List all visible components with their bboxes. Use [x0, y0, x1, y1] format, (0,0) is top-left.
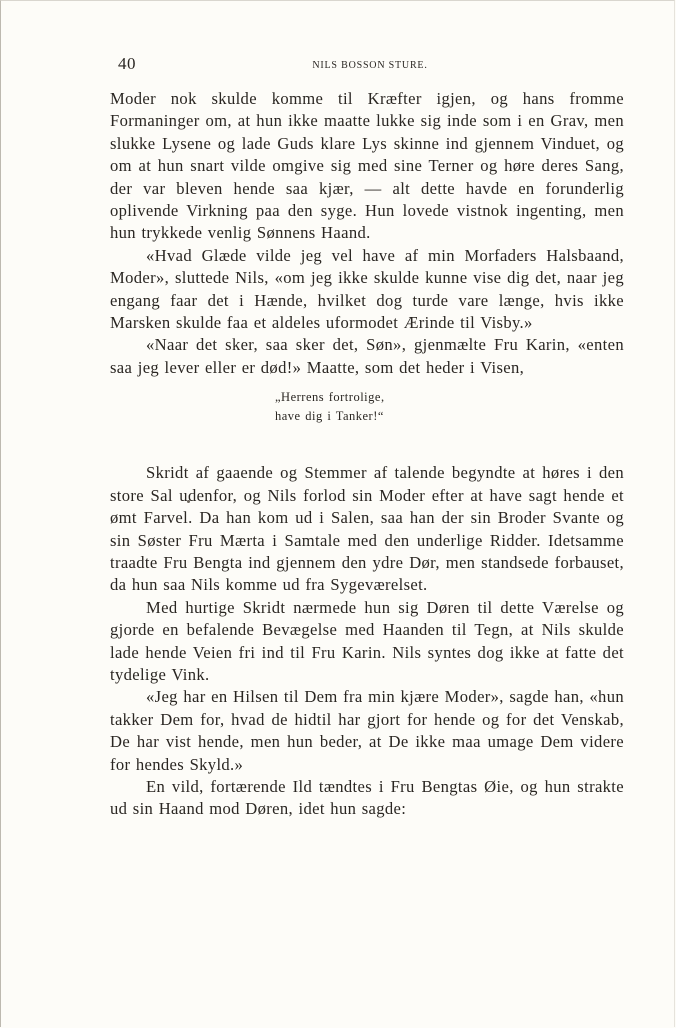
paragraph: «Naar det sker, saa sker det, Søn», gjenmælte Fru Karin, «enten saa jeg lever eller er død!» Maatte, som det heder i Visen, [110, 335, 624, 377]
paragraph: Moder nok skulde komme til Kræfter igjen, og hans fromme Formaninger om, at hun ikke maatte lukke sig inde som i en Grav, men slukke Lysene og lade Guds klare Lys skinne ind gjennem Vinduet, og om at hun snart vilde omgive sig med sine Terner og høre deres Sang, der var bleven hende saa kjær, — alt dette havde en forunderlig oplivende Virkning paa den syge. Hun lovede vistnok ingenting, men hun trykkede venlig Sønnens Haand. [110, 89, 624, 243]
paragraph: Skridt af gaaende og Stemmer af talende begyndte at høres i den store Sal udenfor, og Nils forlod sin Moder efter at have sagt hende et ømt Farvel. Da han kom ud i Salen, saa han der sin Broder Svante og sin Søster Fru Mærta i Samtale med den underlige Ridder. Idetsamme traadte Fru Bengta ind gjennem den ydre Dør, men standsede forbauset, da hun saa Nils komme ud fra Sygeværelset. [110, 463, 624, 595]
verse-line: „Herrens fortrolige, [275, 390, 385, 405]
paragraph: En vild, fortærende Ild tændtes i Fru Bengtas Øie, og hun strakte ud sin Haand mod Døren, idet hun sagde: [110, 776, 624, 819]
paragraph: Med hurtige Skridt nærmede hun sig Døren til dette Værelse og gjorde en befalende Bevægelse med Haanden til Tegn, at Nils skulde lade hende Veien fri ind til Fru Karin. Nils syntes dog ikke at fatte det tydelige Vink. [110, 597, 624, 684]
page-number: 40 [118, 54, 136, 73]
page-header [118, 54, 622, 76]
section-gap [110, 436, 624, 462]
running-title: NILS BOSSON STURE. [312, 60, 428, 71]
verse-line: have dig i Tanker!“ [275, 409, 384, 424]
paragraph: «Jeg har en Hilsen til Dem fra min kjære Moder», sagde han, «hun takker Dem for, hvad de hidtil har gjort for hende og for det Venskab, De har vist hende, men hun beder, at De ikke maa umage Dem videre for hendes Skyld.» [110, 687, 624, 774]
paragraph: «Hvad Glæde vilde jeg vel have af min Morfaders Halsbaand, Moder», sluttede Nils, «om jeg ikke skulde kunne vise dig det, naar jeg engang faar det i Hænde, hvilket dog turde vare længe, hvis ikke Marsken skulde faa et aldeles uformodet Ærinde til Visby.» [110, 245, 624, 333]
verse-quote [110, 388, 624, 426]
body-text [110, 88, 624, 821]
